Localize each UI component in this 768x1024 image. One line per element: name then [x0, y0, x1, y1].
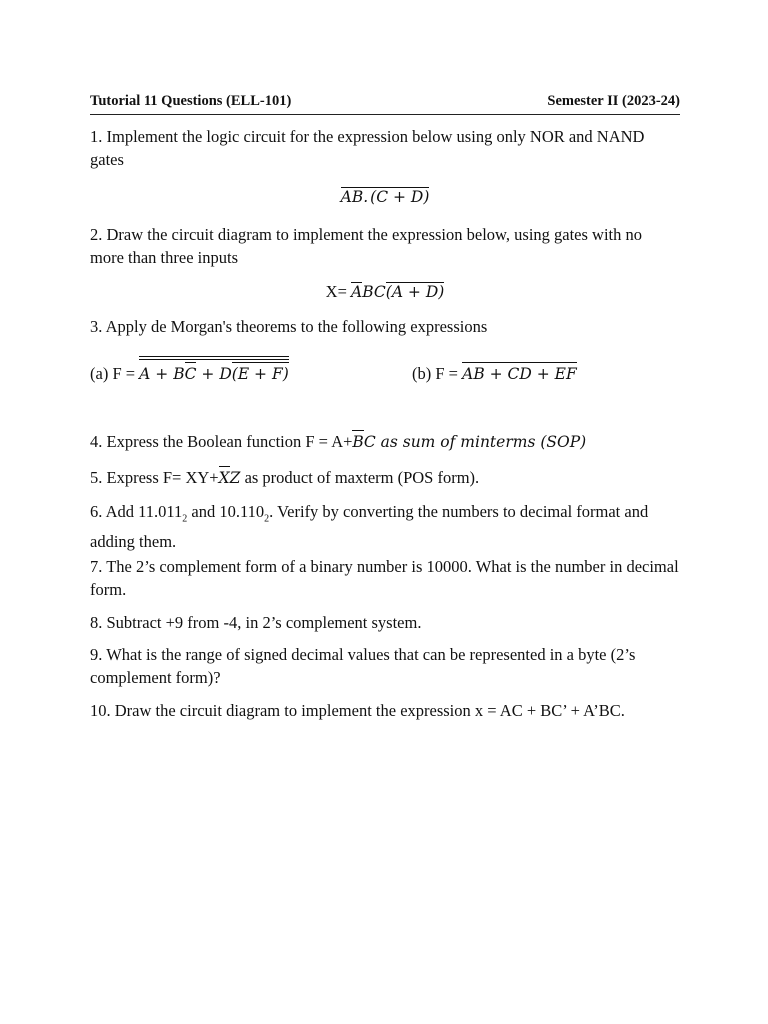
q1-expr-outer: AB. (C + D)	[340, 188, 430, 206]
q2-expression: X= ABC(A + D)	[325, 282, 445, 301]
q3-b-label: (b) F =	[412, 364, 463, 383]
question-10: 10. Draw the circuit diagram to implement the expression x = AC + BC’ + A’BC.	[90, 701, 625, 720]
question-8: 8. Subtract +9 from -4, in 2’s complement system.	[90, 613, 422, 632]
q3-b	[412, 362, 577, 386]
q3-expressions	[90, 362, 680, 386]
header-rule	[90, 114, 680, 115]
q3-a-label: (a) F =	[90, 364, 140, 383]
q1-expr-inner: (C + D)	[370, 188, 430, 206]
question-5: 5. Express F= XY+XZ as product of maxterm (POS form).	[90, 466, 680, 490]
question-9: 9. What is the range of signed decimal values that can be represented in a byte (2’s complement form)?	[90, 645, 636, 687]
question-7: 7. The 2’s complement form of a binary number is 10000. What is the number in decimal form.	[90, 557, 679, 599]
question-1: 1. Implement the logic circuit for the expression below using only NOR and NAND gates	[90, 127, 645, 169]
header-semester: Semester II (2023-24)	[547, 93, 680, 109]
page-header	[90, 92, 680, 110]
q1-expression	[90, 188, 680, 207]
question-3: 3. Apply de Morgan's theorems to the following expressions	[90, 317, 488, 336]
question-2: 2. Draw the circuit diagram to implement the expression below, using gates with no more than three inputs	[90, 225, 643, 267]
question-6: 6. Add $11.011_2$ and $10.110_2$. Verify by converting the numbers to decimal format and adding them.	[90, 502, 649, 552]
question-4: 4. Express the Boolean function F = A+BC as sum of minterms (SOP)	[90, 430, 680, 454]
q3-a-expression: A + BC + D(E + F)	[139, 363, 289, 386]
header-title: Tutorial 11 Questions (ELL-101)	[90, 93, 292, 109]
q3-b-expression: AB + CD + EF	[462, 363, 577, 386]
